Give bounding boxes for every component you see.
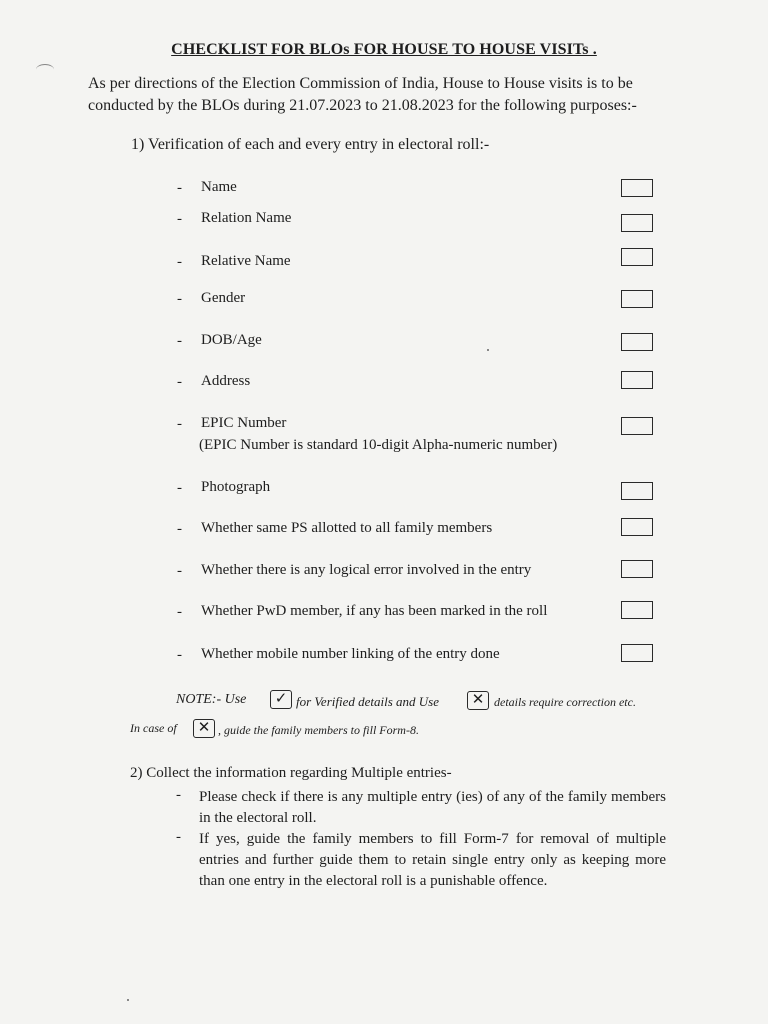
item-label-logical-error: Whether there is any logical error involved in the entry bbox=[201, 562, 532, 578]
item-label-pwd-member: Whether PwD member, if any has been marked in the roll bbox=[201, 603, 548, 619]
bullet-dash: - bbox=[176, 787, 181, 803]
note-prefix: NOTE:- Use bbox=[176, 692, 247, 707]
item-dash: - bbox=[177, 374, 182, 390]
item-dash: - bbox=[177, 254, 182, 270]
scan-speck bbox=[127, 999, 129, 1001]
item-dash: - bbox=[177, 521, 182, 537]
item-dash: - bbox=[177, 180, 182, 196]
note-verified-text: for Verified details and Use bbox=[296, 694, 439, 709]
item-label-mobile-linking: Whether mobile number linking of the entry done bbox=[201, 646, 500, 662]
checkbox-name[interactable] bbox=[621, 179, 653, 197]
note-line2-suffix: , guide the family members to fill Form-8. bbox=[218, 723, 419, 737]
bullet-dash: - bbox=[176, 829, 181, 845]
note-correction-text: details require correction etc. bbox=[494, 695, 636, 709]
scan-speck bbox=[487, 349, 489, 351]
page-title: CHECKLIST FOR BLOs FOR HOUSE TO HOUSE VISITs . bbox=[171, 41, 597, 58]
item-label-gender: Gender bbox=[201, 290, 246, 306]
checkbox-same-ps[interactable] bbox=[621, 518, 653, 536]
item-dash: - bbox=[177, 647, 182, 663]
item-label-dob-age: DOB/Age bbox=[201, 332, 262, 348]
item-dash: - bbox=[177, 563, 182, 579]
checkbox-mobile-linking[interactable] bbox=[621, 644, 653, 662]
bullet-multiple-entry-check: Please check if there is any multiple entry (ies) of any of the family members in the electoral roll. bbox=[199, 789, 666, 826]
section2-heading: 2) Collect the information regarding Multiple entries- bbox=[130, 765, 452, 781]
section1-heading: 1) Verification of each and every entry in electoral roll:- bbox=[131, 136, 490, 153]
checkbox-relative-name[interactable] bbox=[621, 248, 653, 266]
checkbox-gender[interactable] bbox=[621, 290, 653, 308]
item-label-name: Name bbox=[201, 179, 237, 195]
item-label-relative-name: Relative Name bbox=[201, 253, 291, 269]
item-dash: - bbox=[177, 211, 182, 227]
item-dash: - bbox=[177, 480, 182, 496]
checkbox-address[interactable] bbox=[621, 371, 653, 389]
item-label-relation-name: Relation Name bbox=[201, 210, 292, 226]
item-dash: - bbox=[177, 604, 182, 620]
cross-mark-icon: ✕ bbox=[467, 691, 489, 710]
checkbox-pwd-member[interactable] bbox=[621, 601, 653, 619]
checkbox-photograph[interactable] bbox=[621, 482, 653, 500]
check-mark-icon: ✓ bbox=[270, 690, 292, 709]
item-label-photograph: Photograph bbox=[201, 479, 271, 495]
bullet-form7-guidance: If yes, guide the family members to fill Form-7 for removal of multiple entries and further guide them to retain single entry only as keeping more than one entry in the electoral roll is a punishable offence. bbox=[199, 831, 666, 889]
cross-mark-icon: ✕ bbox=[193, 719, 215, 738]
scan-mark bbox=[36, 64, 54, 75]
checkbox-epic-number[interactable] bbox=[621, 417, 653, 435]
item-dash: - bbox=[177, 416, 182, 432]
item-dash: - bbox=[177, 333, 182, 349]
checkbox-logical-error[interactable] bbox=[621, 560, 653, 578]
item-dash: - bbox=[177, 291, 182, 307]
item-label-epic-number: EPIC Number bbox=[201, 415, 287, 431]
note-line2-prefix: In case of bbox=[130, 721, 177, 735]
item-label-same-ps: Whether same PS allotted to all family members bbox=[201, 520, 493, 536]
checkbox-dob-age[interactable] bbox=[621, 333, 653, 351]
checkbox-relation-name[interactable] bbox=[621, 214, 653, 232]
item-sub-epic-note: (EPIC Number is standard 10-digit Alpha-numeric number) bbox=[199, 437, 558, 453]
item-label-address: Address bbox=[201, 373, 251, 389]
intro-paragraph: As per directions of the Election Commission of India, House to House visits is to be conducted by the BLOs during 21.07.2023 to 21.08.2023 for the following purposes:- bbox=[88, 75, 637, 114]
